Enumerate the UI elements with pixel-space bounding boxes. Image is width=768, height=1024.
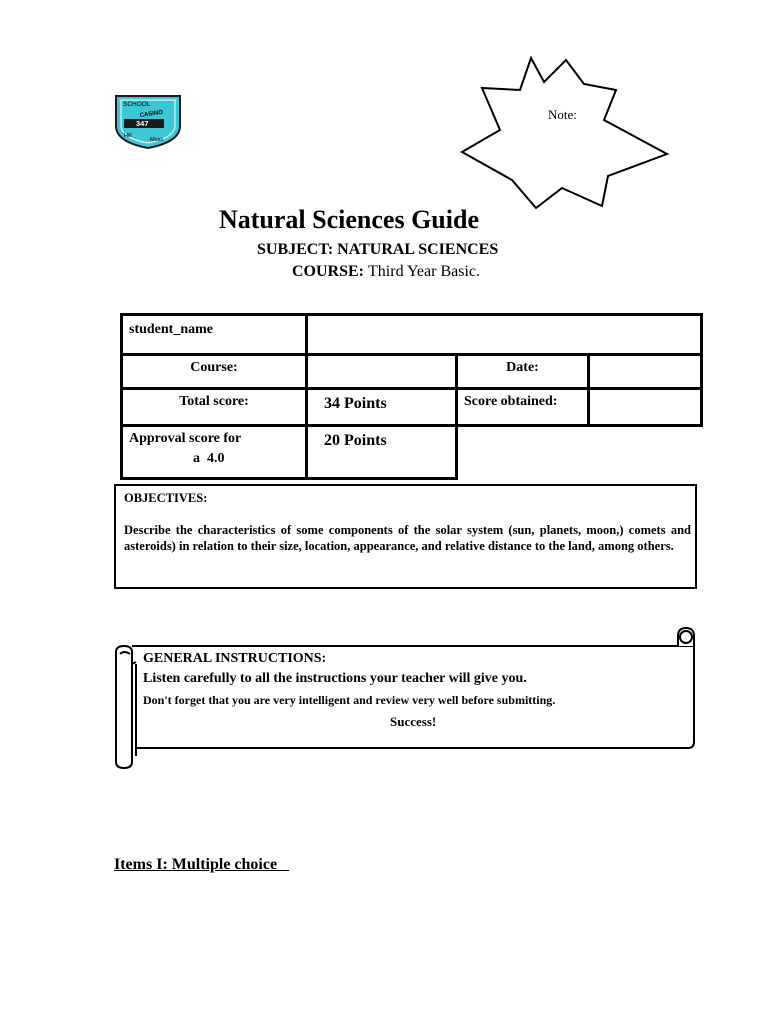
score-obtained-label-cell: [455, 387, 590, 427]
school-logo: [112, 92, 184, 150]
course-label-cell: [120, 353, 308, 390]
total-score-value-cell: [305, 387, 458, 427]
approval-label-cell: [120, 424, 308, 480]
instructions-line1: Listen carefully to all the instructions your teacher will give you.: [143, 671, 527, 686]
approval-label-line2: a 4.0: [193, 451, 225, 466]
objectives-text: Describe the characteristics of some components of the solar system (sun, planets, moon,) comets and asteroids) in relation to their size, location, appearance, and relative distance to the land, among others.: [124, 523, 691, 553]
student-name-label: student_name: [129, 322, 214, 337]
student-name-field[interactable]: [305, 313, 703, 356]
instructions-title: GENERAL INSTRUCTIONS:: [143, 651, 327, 666]
course-field[interactable]: [305, 353, 458, 390]
total-score-label: Total score:: [179, 394, 249, 409]
instructions-line3: Success!: [390, 714, 437, 729]
subject-value: NATURAL SCIENCES: [337, 241, 499, 258]
approval-value-cell: [305, 424, 458, 480]
items-heading: Items I: Multiple choice: [114, 856, 290, 873]
page-title: Natural Sciences Guide: [219, 205, 479, 234]
objectives-box: [114, 484, 697, 589]
course-label: Course:: [190, 360, 238, 375]
course-header-value: Third Year Basic.: [368, 263, 480, 280]
total-score-label-cell: [120, 387, 308, 427]
logo-line3: Hill: [124, 133, 132, 139]
score-obtained-label: Score obtained:: [464, 394, 558, 409]
date-label-cell: [455, 353, 590, 390]
logo-line4: Moss: [150, 137, 164, 143]
approval-value: 20 Points: [324, 432, 387, 449]
course-header-label: COURSE:: [292, 263, 365, 280]
logo-line1: SCHOOL: [123, 101, 151, 108]
objectives-title: OBJECTIVES:: [124, 491, 208, 505]
date-label: Date:: [506, 360, 539, 375]
subject-line: [257, 241, 498, 259]
approval-label-line1: Approval score for: [129, 431, 242, 446]
student-name-label-cell: [120, 313, 308, 356]
logo-line2: CASINO: [139, 109, 164, 119]
note-label: Note:: [548, 107, 577, 122]
logo-number: 347: [136, 119, 149, 128]
total-score-value: 34 Points: [324, 395, 387, 412]
course-line: [292, 263, 480, 281]
date-field[interactable]: [587, 353, 703, 390]
subject-label: SUBJECT:: [257, 241, 334, 258]
note-star-shape: [458, 56, 672, 212]
score-obtained-field[interactable]: [587, 387, 703, 427]
instructions-line2: Don't forget that you are very intelligent and review very well before submitting.: [143, 693, 556, 707]
